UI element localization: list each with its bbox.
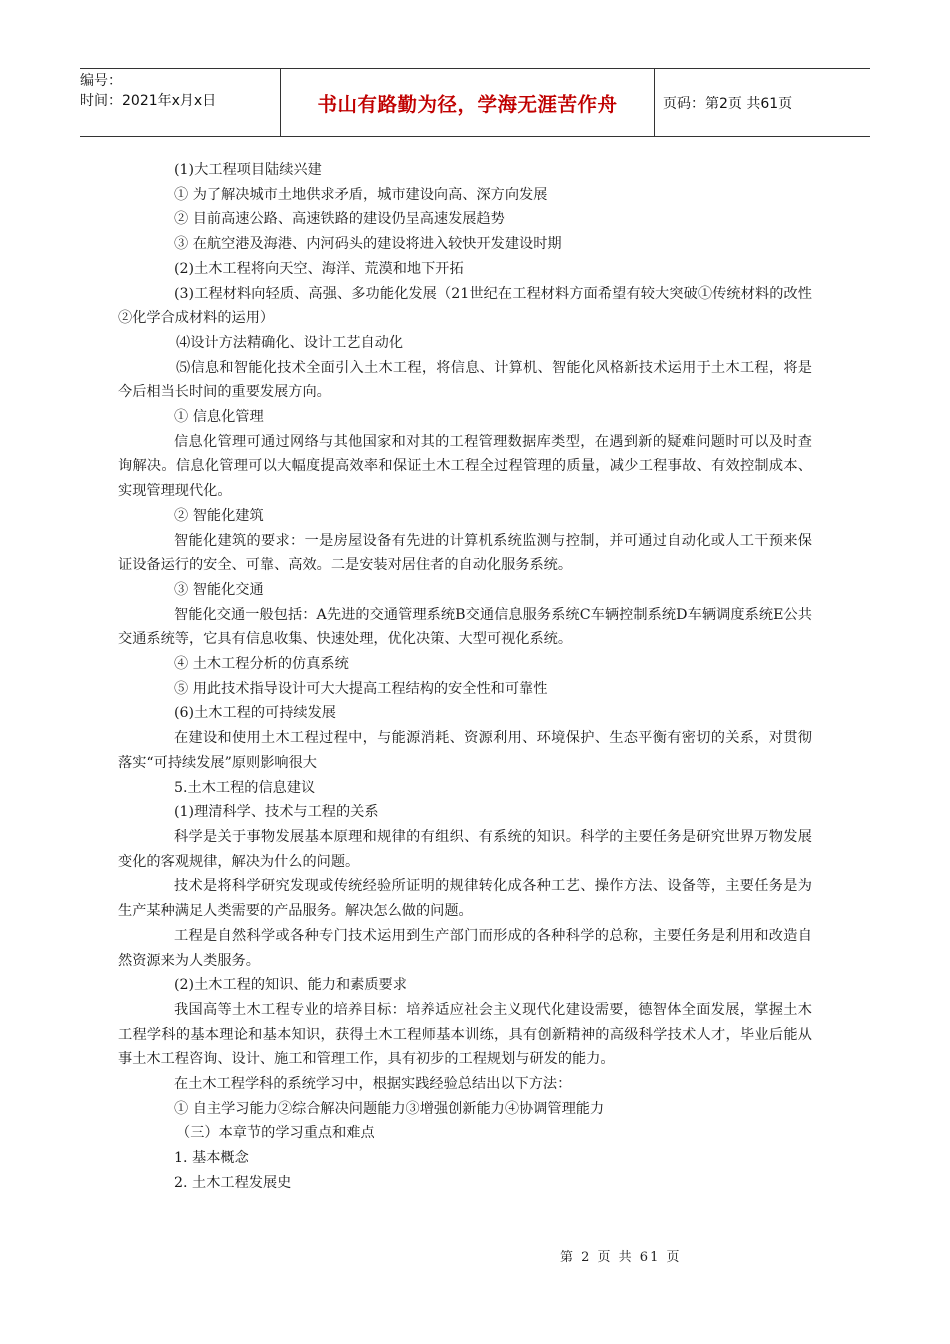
body-paragraph: ① 为了解决城市土地供求矛盾，城市建设向高、深方向发展 <box>174 186 548 203</box>
body-paragraph: 信息化管理可通过网络与其他国家和对其的工程管理数据库类型，在遇到新的疑难问题时可以及时查询解决。信息化管理可以大幅度提高效率和保证土木工程全过程管理的质量，减少工程事故、有效控制成本、实现管理现代化。 <box>118 433 812 500</box>
header-page-number: 页码：第2页 共61页 <box>663 95 793 112</box>
body-paragraph: ③ 在航空港及海港、内河码头的建设将进入较快开发建设时期 <box>174 236 562 253</box>
body-paragraph: ⑸信息和智能化技术全面引入土木工程，将信息、计算机、智能化风格新技术运用于土木工程，将是今后相当长时间的重要发展方向。 <box>118 359 812 401</box>
body-paragraph: ① 信息化管理 <box>174 409 264 426</box>
body-paragraph: 2. 土木工程发展史 <box>174 1174 292 1191</box>
body-paragraph: ④ 土木工程分析的仿真系统 <box>174 656 349 673</box>
document-date: 时间：2021年x月x日 <box>80 93 217 109</box>
header-motto: 书山有路勤为径，学海无涯苦作舟 <box>281 69 655 136</box>
document-code-label: 编号： <box>80 73 122 89</box>
body-paragraph: 我国高等土木工程专业的培养目标：培养适应社会主义现代化建设需要，德智体全面发展，掌握土木工程学科的基本理论和基本知识，获得土木工程师基本训练，具有创新精神的高级科学技术人才，毕业后能从事土木工程咨询、设计、施工和管理工作，具有初步的工程规划与研发的能力。 <box>118 1001 812 1068</box>
body-paragraph: (2)土木工程将向天空、海洋、荒漠和地下开拓 <box>174 260 464 277</box>
body-paragraph: ③ 智能化交通 <box>174 581 264 598</box>
body-paragraph: (1)理清科学、技术与工程的关系 <box>174 804 379 821</box>
document-header <box>80 68 870 137</box>
body-paragraph: ⑤ 用此技术指导设计可大大提高工程结构的安全性和可靠性 <box>174 680 548 697</box>
page-footer: 第 2 页 共 61 页 <box>560 1250 682 1265</box>
body-paragraph: 智能化交通一般包括：A先进的交通管理系统B交通信息服务系统C车辆控制系统D车辆调度系统E公共交通系统等，它具有信息收集、快速处理，优化决策、大型可视化系统。 <box>118 606 812 648</box>
body-paragraph: 工程是自然科学或各种专门技术运用到生产部门而形成的各种科学的总称，主要任务是利用和改造自然资源来为人类服务。 <box>118 927 812 969</box>
body-paragraph: ① 自主学习能力②综合解决问题能力③增强创新能力④协调管理能力 <box>174 1100 605 1117</box>
body-paragraph: 1. 基本概念 <box>174 1150 249 1167</box>
body-paragraph: 5.土木工程的信息建议 <box>174 779 316 796</box>
document-body <box>118 158 812 1196</box>
body-paragraph: 智能化建筑的要求：一是房屋设备有先进的计算机系统监测与控制，并可通过自动化或人工干预来保证设备运行的安全、可靠、高效。二是安装对居住者的自动化服务系统。 <box>118 532 812 574</box>
body-paragraph: 科学是关于事物发展基本原理和规律的有组织、有系统的知识。科学的主要任务是研究世界万物发展变化的客观规律，解决为什么的问题。 <box>118 828 812 870</box>
header-meta-cell <box>80 69 281 136</box>
body-paragraph: (2)土木工程的知识、能力和素质要求 <box>174 977 407 994</box>
body-paragraph: 在土木工程学科的系统学习中，根据实践经验总结出以下方法： <box>174 1076 572 1093</box>
body-paragraph: (1)大工程项目陆续兴建 <box>174 162 322 178</box>
body-paragraph: ⑷设计方法精确化、设计工艺自动化 <box>176 334 404 351</box>
body-paragraph: (3)工程材料向轻质、高强、多功能化发展（21世纪在工程材料方面希望有较大突破①传统材料的改性②化学合成材料的运用） <box>118 285 812 327</box>
body-paragraph: 在建设和使用土木工程过程中，与能源消耗、资源利用、环境保护、生态平衡有密切的关系，对贯彻落实“可持续发展”原则影响很大 <box>118 730 812 771</box>
body-paragraph: （三）本章节的学习重点和难点 <box>176 1125 375 1142</box>
body-paragraph: ② 智能化建筑 <box>174 507 264 524</box>
body-paragraph: ② 目前高速公路、高速铁路的建设仍呈高速发展趋势 <box>174 211 505 228</box>
body-paragraph: 技术是将科学研究发现或传统经验所证明的规律转化成各种工艺、操作方法、设备等，主要任务是为生产某种满足人类需要的产品服务。解决怎么做的问题。 <box>118 878 812 920</box>
body-paragraph: (6)土木工程的可持续发展 <box>174 705 336 722</box>
